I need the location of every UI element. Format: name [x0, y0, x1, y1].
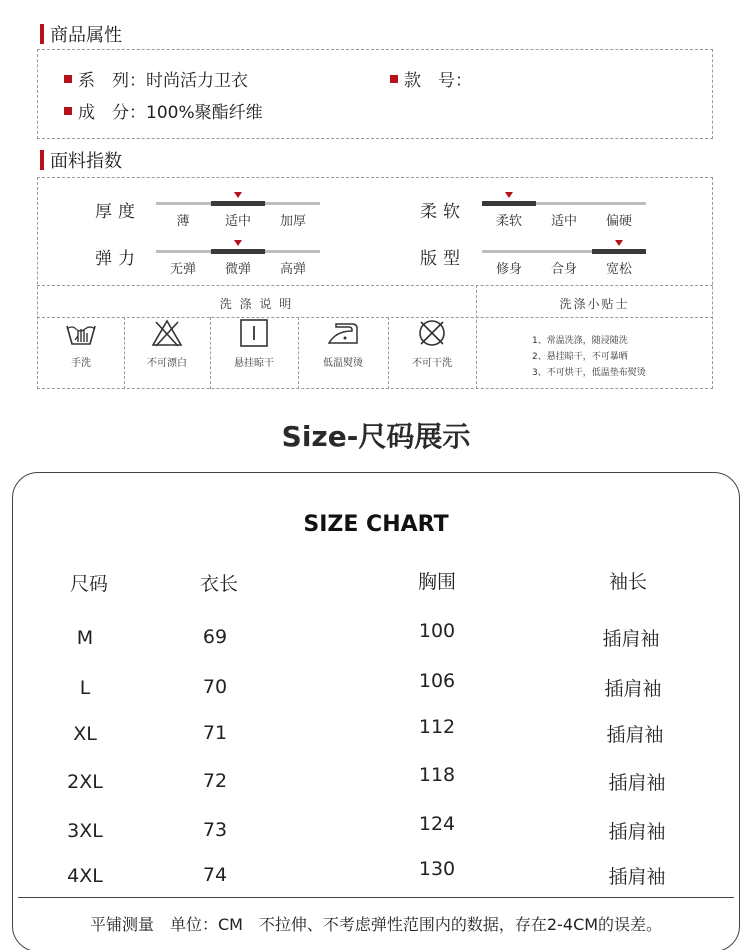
fit-scale	[482, 246, 646, 276]
sleeve-cell: 插肩袖	[608, 866, 666, 888]
care-low-iron: 低温熨烫	[298, 318, 388, 386]
scale-marker-icon	[505, 192, 513, 198]
length-cell: 71	[202, 722, 228, 744]
wash-instructions-title: 洗 涤 说 明	[219, 297, 294, 311]
product-attributes-title: 商品属性	[40, 23, 122, 45]
sleeve-cell: 插肩袖	[608, 772, 666, 794]
wash-tips-list	[532, 333, 646, 381]
style-no-row: 款 号：	[390, 66, 472, 91]
scale-option: 修身	[495, 262, 522, 277]
length-cell: 73	[202, 819, 228, 841]
scale-marker-icon	[234, 240, 242, 246]
material-row: 成 分： 100%聚酯纤维	[64, 98, 263, 123]
size-cell: M	[76, 627, 94, 649]
tip-item: 3、不可烘干，低温垫布熨烫	[532, 368, 646, 378]
scale-marker-icon	[234, 192, 242, 198]
care-no-bleach: 不可漂白	[124, 318, 210, 386]
scale-option: 高弹	[279, 262, 306, 277]
softness-label: 柔软	[420, 202, 466, 222]
scale-option: 柔软	[495, 214, 522, 229]
scale-option: 适中	[550, 214, 577, 229]
sleeve-cell: 插肩袖	[602, 628, 660, 650]
scale-marker-icon	[615, 240, 623, 246]
size-chart-title: SIZE CHART	[303, 512, 449, 537]
bullet-icon	[64, 75, 72, 83]
hang-dry-icon	[237, 318, 271, 348]
size-cell: 2XL	[67, 771, 103, 793]
header-sleeve: 袖长	[608, 571, 647, 593]
scale-option: 加厚	[279, 214, 306, 229]
product-attributes-box	[37, 49, 713, 139]
scale-selected-segment	[482, 201, 536, 206]
section-marker	[40, 24, 44, 44]
chest-cell: 124	[418, 813, 456, 835]
sleeve-cell: 插肩袖	[608, 821, 666, 843]
scale-option: 微弹	[224, 262, 251, 277]
scale-option: 偏硬	[605, 214, 632, 229]
header-size: 尺码	[69, 573, 108, 595]
size-cell: 4XL	[67, 865, 103, 887]
softness-scale	[482, 198, 646, 228]
sleeve-cell: 插肩袖	[604, 678, 662, 700]
header-chest: 胸围	[417, 571, 456, 593]
thickness-scale	[156, 198, 320, 228]
scale-selected-segment	[211, 201, 265, 206]
low-iron-icon	[326, 318, 360, 348]
scale-option: 无弹	[169, 262, 196, 277]
bullet-icon	[390, 75, 398, 83]
measurement-note: 平铺测量 单位：CM 不拉伸、不考虑弹性范围内的数据，存在2-4CM的误差。	[89, 915, 663, 934]
sleeve-cell: 插肩袖	[606, 724, 664, 746]
no-dry-clean-icon	[415, 318, 449, 348]
chest-cell: 106	[418, 670, 456, 692]
scale-selected-segment	[592, 249, 646, 254]
chest-cell: 100	[418, 620, 456, 642]
scale-option: 薄	[176, 214, 190, 229]
tip-item: 1、常温洗涤，随浸随洗	[532, 336, 628, 346]
footer-divider	[18, 897, 734, 898]
header-length: 衣长	[199, 573, 238, 595]
care-hand-wash: 手洗	[38, 318, 124, 386]
elasticity-scale	[156, 246, 320, 276]
care-hang-dry: 悬挂晾干	[210, 318, 298, 386]
elasticity-label: 弹力	[95, 249, 141, 269]
care-no-dry-clean: 不可干洗	[388, 318, 476, 386]
size-section-title: Size-尺码展示	[281, 420, 471, 453]
scale-option: 合身	[550, 262, 577, 277]
size-cell: 3XL	[67, 820, 103, 842]
wash-tips-title: 洗涤小贴士	[559, 297, 630, 311]
fit-label: 版型	[420, 249, 466, 269]
length-cell: 72	[202, 770, 228, 792]
scale-option: 宽松	[605, 262, 632, 277]
care-divider-top	[37, 285, 713, 286]
length-cell: 70	[202, 676, 228, 698]
no-bleach-icon	[150, 318, 184, 348]
tip-item: 2、悬挂晾干，不可暴晒	[532, 352, 628, 362]
size-cell: XL	[73, 723, 97, 745]
thickness-label: 厚度	[95, 202, 141, 222]
length-cell: 69	[202, 626, 228, 648]
bullet-icon	[64, 107, 72, 115]
size-cell: L	[79, 677, 91, 699]
hand-wash-icon	[64, 318, 98, 348]
series-row: 系 列： 时尚活力卫衣	[64, 66, 248, 91]
chest-cell: 118	[418, 764, 456, 786]
chest-cell: 130	[418, 858, 456, 880]
scale-selected-segment	[211, 249, 265, 254]
length-cell: 74	[202, 864, 228, 886]
fabric-index-title: 面料指数	[40, 149, 122, 171]
chest-cell: 112	[418, 716, 456, 738]
section-marker	[40, 150, 44, 170]
scale-option: 适中	[224, 214, 251, 229]
